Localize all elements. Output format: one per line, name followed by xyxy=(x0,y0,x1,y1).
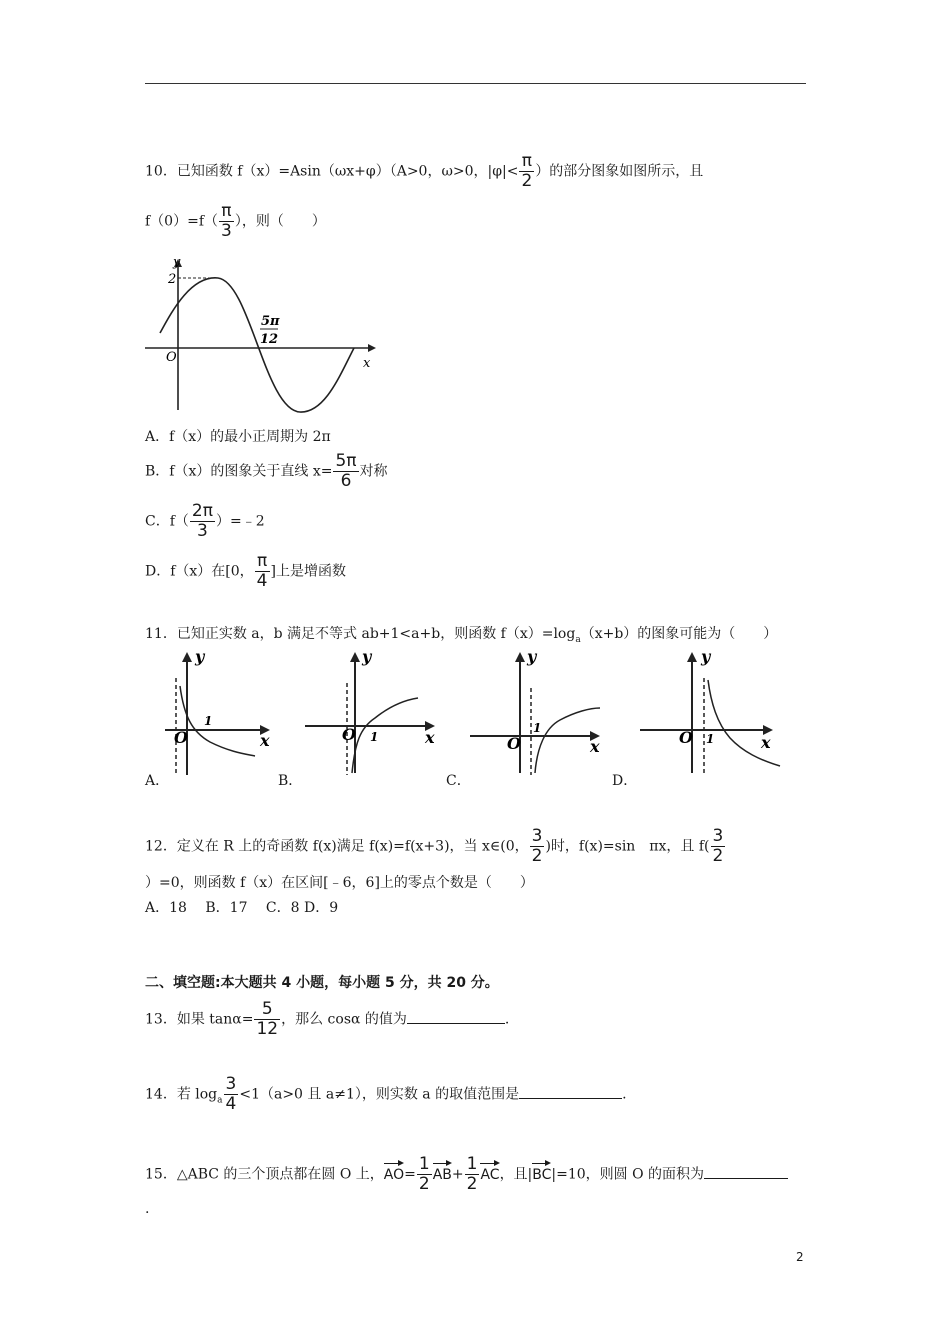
q12-frac2 xyxy=(711,827,726,866)
q10-option-a: A．f（x）的最小正周期为 2π xyxy=(145,429,331,445)
option-b-tail: 对称 xyxy=(359,463,388,480)
section-2-heading: 二、填空题:本大题共 4 小题，每小题 5 分，共 20 分。 xyxy=(145,975,499,991)
q12-frac1 xyxy=(530,827,545,866)
frac-numerator: 3 xyxy=(712,826,724,846)
curve xyxy=(180,686,255,756)
x-axis-arrow xyxy=(368,344,376,352)
option-d-tail: ]上是增函数 xyxy=(270,563,346,580)
y-axis-label: y xyxy=(173,255,181,270)
q10-text-b: ）的部分图象如图所示，且 xyxy=(535,163,704,180)
q13-answer-blank[interactable] xyxy=(407,1009,505,1024)
option-c-frac xyxy=(190,502,215,541)
origin-label: O xyxy=(342,725,356,744)
y-axis-arrow xyxy=(350,652,360,662)
frac-numerator: 5π xyxy=(335,451,357,471)
q10-text-a: 10．已知函数 f（x）=Asin（ωx+φ）（A>0，ω>0，|φ|< xyxy=(145,163,519,180)
frac-numerator: π xyxy=(255,552,270,572)
y-axis-arrow xyxy=(182,652,192,662)
vector-ao: AO xyxy=(383,1166,405,1183)
x-label: x xyxy=(260,731,270,750)
y-label: y xyxy=(195,648,205,666)
frac-numerator: 3 xyxy=(225,1074,237,1094)
origin-label: O xyxy=(679,728,693,747)
q14 xyxy=(145,1075,627,1114)
y-label: y xyxy=(527,648,537,666)
curve xyxy=(352,698,418,773)
frac-denominator: 3 xyxy=(197,521,208,541)
frac-numerator: 1 xyxy=(418,1154,430,1174)
q10-option-c xyxy=(145,502,265,541)
q10-line2-frac xyxy=(219,202,234,241)
q14-text-a: 14．若 log xyxy=(145,1086,218,1103)
one-label: 1 xyxy=(204,714,213,728)
q15-end: . xyxy=(145,1201,150,1217)
q14-text-b: <1（a>0 且 a≠1），则实数 a 的取值范围是 xyxy=(239,1086,520,1103)
y-axis-arrow xyxy=(515,652,525,662)
q15-frac2 xyxy=(465,1155,480,1194)
q14-log-base: a xyxy=(217,1095,223,1106)
origin-label: O xyxy=(507,734,521,753)
q11-label-a: A． xyxy=(145,773,170,789)
frac-numerator: 5 xyxy=(254,1000,280,1020)
frac-numerator: 3 xyxy=(531,826,543,846)
frac-denominator: 2 xyxy=(531,846,543,866)
q11-graph-a xyxy=(160,648,280,778)
frac-denominator: 2 xyxy=(521,171,533,191)
header-rule xyxy=(145,83,806,84)
option-d-text: D．f（x）在[0， xyxy=(145,563,254,580)
one-label: 1 xyxy=(706,732,715,746)
q11-log-base: a xyxy=(575,634,581,645)
frac-denominator: 4 xyxy=(225,1094,237,1114)
frac-numerator: 1 xyxy=(466,1154,478,1174)
q13-end: . xyxy=(504,1011,510,1028)
frac-denominator: 4 xyxy=(256,571,268,591)
x-label: x xyxy=(425,728,435,747)
q12-text-a: 12．定义在 R 上的奇函数 f(x)满足 f(x)=f(x+3)，当 x∈(0， xyxy=(145,838,529,855)
y-label: y xyxy=(362,648,372,666)
x-label: x xyxy=(590,737,600,756)
q13-text-a: 13．如果 tanα= xyxy=(145,1011,254,1028)
option-d-frac xyxy=(255,552,270,591)
q10-frac xyxy=(519,152,534,191)
page-number: 2 xyxy=(796,1250,804,1264)
option-b-text: B．f（x）的图象关于直线 x= xyxy=(145,463,333,480)
option-c-text: C．f（ xyxy=(145,513,189,530)
q15-answer-blank[interactable] xyxy=(704,1164,788,1179)
q12-line2: ）=0，则函数 f（x）在区间[﹣6，6]上的零点个数是（ ） xyxy=(145,875,534,891)
mark-12: 12 xyxy=(260,332,279,347)
y-axis-arrow xyxy=(687,652,697,662)
q14-end: . xyxy=(622,1086,627,1103)
q10-line2-a: f（0）=f（ xyxy=(145,213,219,230)
q10-line2 xyxy=(145,202,326,241)
y-label: y xyxy=(701,648,711,666)
q14-frac xyxy=(224,1075,239,1114)
frac-denominator: 2 xyxy=(712,846,724,866)
frac-numerator: π xyxy=(519,152,534,172)
one-label: 1 xyxy=(533,721,542,735)
q15-text-b: ，且| xyxy=(499,1166,533,1183)
curve xyxy=(708,680,780,766)
q11-graph-c xyxy=(465,648,605,778)
q11-label-c: C． xyxy=(446,773,471,789)
vector-bc: BC xyxy=(532,1166,552,1183)
q11-label-d: D． xyxy=(612,773,638,789)
frac-denominator: 3 xyxy=(221,221,232,241)
q11-stem-b: （x+b）的图象可能为（ ） xyxy=(580,626,778,642)
frac-numerator: 2π xyxy=(191,501,213,521)
frac-denominator: 2 xyxy=(466,1174,478,1194)
q12-options: A．18 B．17 C．8 D．9 xyxy=(145,900,339,916)
q13-text-b: ，那么 cosα 的值为 xyxy=(281,1011,407,1028)
frac-denominator: 6 xyxy=(340,471,352,491)
option-b-frac xyxy=(333,452,358,491)
q11-stem xyxy=(145,625,777,649)
frac-numerator: π xyxy=(219,202,234,222)
x-axis-label: x xyxy=(363,356,371,371)
q10-line1 xyxy=(145,152,703,191)
q10-option-d xyxy=(145,552,346,591)
origin-label: O xyxy=(174,728,188,747)
q15-plus: + xyxy=(451,1166,464,1183)
q10-sine-graph xyxy=(140,255,390,415)
q11-stem-a: 11．已知正实数 a，b 满足不等式 ab+1<a+b，则函数 f（x）=log xyxy=(145,626,576,642)
vector-ab: AB xyxy=(432,1166,452,1183)
q10-line2-b: ），则（ ） xyxy=(234,213,326,230)
q14-answer-blank[interactable] xyxy=(519,1084,622,1099)
q11-label-b: B． xyxy=(278,773,303,789)
sine-curve xyxy=(160,278,354,412)
one-label: 1 xyxy=(370,730,379,744)
q12-line1 xyxy=(145,827,726,866)
origin-label: O xyxy=(166,350,177,365)
q15-text-c: |=10，则圆 O 的面积为 xyxy=(551,1166,705,1183)
q13-frac xyxy=(254,1000,280,1039)
q15-frac1 xyxy=(417,1155,432,1194)
q15-text-a: 15．△ABC 的三个顶点都在圆 O 上， xyxy=(145,1166,384,1183)
q15-eq: = xyxy=(404,1166,416,1183)
q15 xyxy=(145,1155,788,1194)
q13 xyxy=(145,1000,509,1039)
option-c-tail: ）=﹣2 xyxy=(215,513,265,530)
x-label: x xyxy=(761,733,771,752)
q11-graph-b xyxy=(300,648,440,778)
q10-option-b xyxy=(145,452,388,491)
q12-text-b: )时，f(x)=sin πx，且 f( xyxy=(545,838,710,855)
frac-denominator: 12 xyxy=(256,1019,279,1039)
frac-denominator: 2 xyxy=(418,1174,430,1194)
q11-graph-d xyxy=(635,648,785,778)
mark-5pi: 5π xyxy=(261,314,280,329)
vector-ac: AC xyxy=(480,1166,500,1183)
y-tick-2: 2 xyxy=(168,272,177,287)
